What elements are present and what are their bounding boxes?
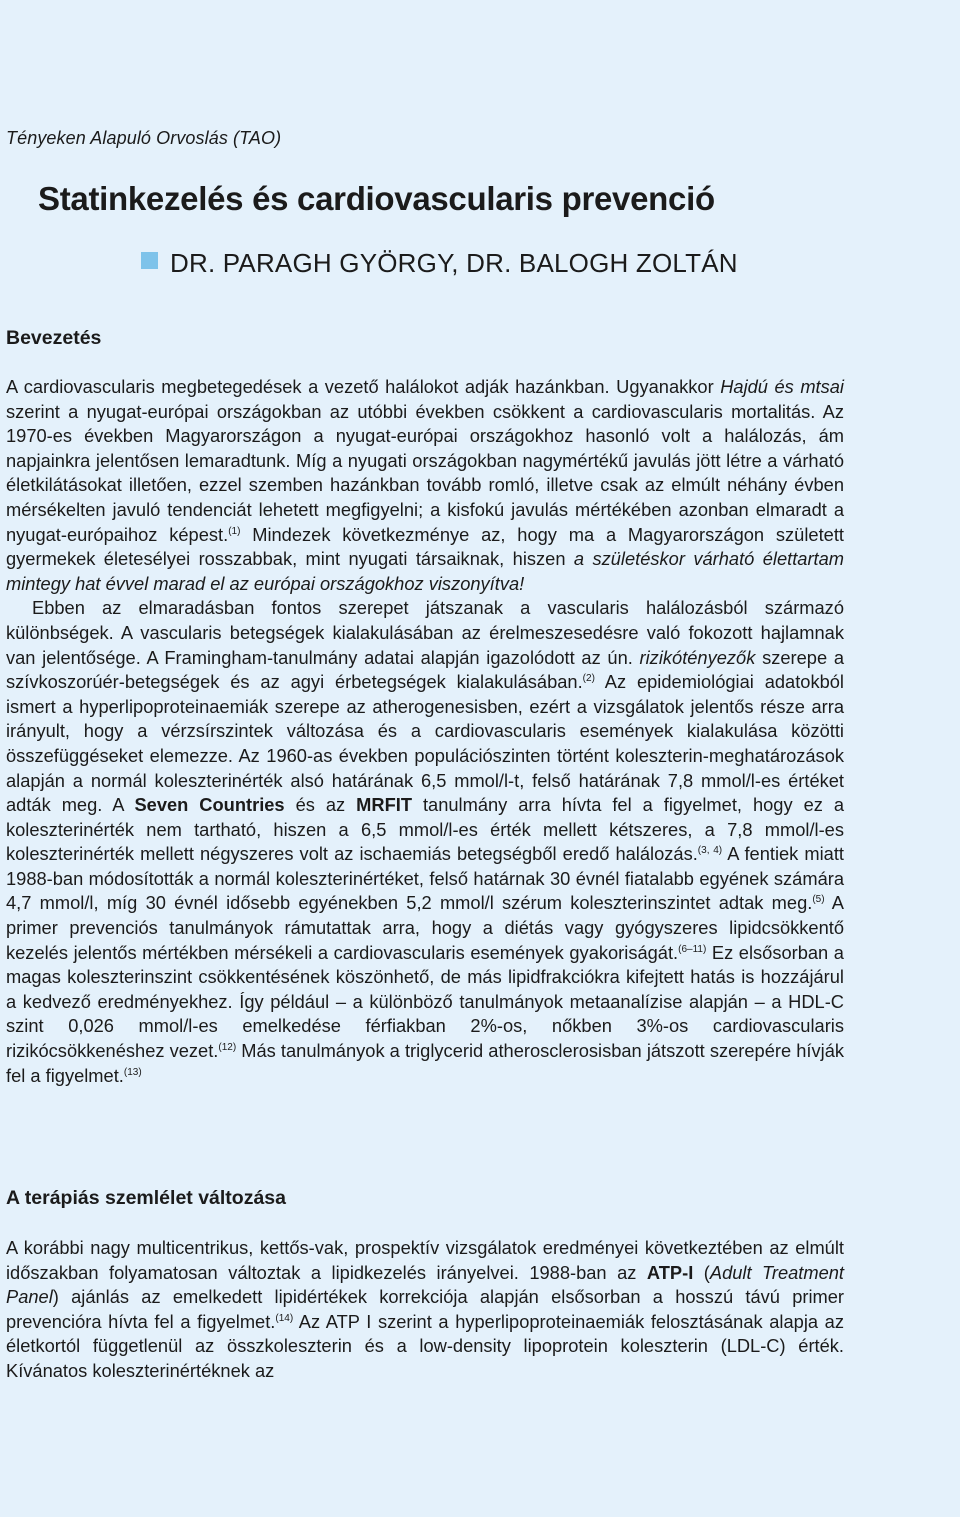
reference-marker: (2) [582, 673, 595, 685]
text-run: A cardiovascularis megbetegedések a vezető halálokot adják hazánkban. Ugyanakkor [6, 376, 721, 397]
paragraph [6, 596, 844, 1088]
section-heading-intro: Bevezetés [6, 327, 102, 349]
text-run: és az [284, 794, 357, 816]
reference-marker: (3, 4) [697, 845, 723, 857]
text-run: szerint a nyugat-európai országokban az utóbbi években csökkent a cardiovascularis mortalitás. Az 1970-es években Magyarországon a nyugat-európai országokhoz hasonló volt a halálozás, ám napjainkra jelentősen lemaradtunk. Míg a nyugati országokban nagymértékű javulás jött létre a várható életkilátásokat illetően, ezzel szemben hazánkban tovább romló, illetve csak az elmúlt néhány évben mérsékelten javuló tendenciát lehetett megfigyelni; a kisfokú javulás mértékében azonban elmaradt a nyugat-európaihoz képest. [6, 400, 844, 545]
text-run: Ez elsősorban a magas koleszterinszint csökkentésének köszönhető, de más lipidfrakciókra kifejtett hatás is hozzájárul a kedvező eredményekhez. Így például – a különböző tanulmányok metaanalízise alapján – a HDL-C szint 0,026 mmol/l-es emelkedése férfiakban 2%-os, nőkben 3%-os cardiovascularis rizikócsökkenéshez vezet. [6, 941, 844, 1062]
paragraph [6, 375, 844, 596]
reference-marker: (14) [275, 1312, 294, 1324]
text-run: tanulmány arra hívta fel a figyelmet, hogy ez a koleszterinérték nem tartható, hiszen a 6,5 mmol/l-es érték mellett kétszeres, a 7,8 mmol/l-es koleszterinérték mellett négyszeres volt az ischaemiás betegségből eredő halálozás. [6, 794, 845, 865]
article-title: Statinkezelés és cardiovascularis prevenció [38, 180, 715, 217]
emphasis-text: a születéskor várható élettartam mintegy hat évvel marad el az európai országokhoz viszonyítva! [6, 548, 845, 594]
reference-marker: (12) [218, 1042, 237, 1054]
paragraph [6, 1236, 844, 1384]
text-run: Az ATP I szerint a hyperlipoproteinaemiák felosztásának alapja az életkortól függetlenül az összkoleszterin és a low-density lipoprotein koleszterin (LDL-C) érték. Kívánatos koleszterinértéknek az [6, 1310, 844, 1381]
square-bullet-icon [141, 252, 158, 269]
reference-marker: (1) [228, 525, 241, 537]
text-run: A primer prevenciós tanulmányok rámutattak arra, hogy a diétás vagy gyógyszeres lipidcsökkentő kezelés jelentős mértékben mérsékeli a cardiovascularis események gyakoriságát. [6, 892, 845, 963]
reference-marker: (6–11) [678, 943, 707, 955]
text-run: ( [693, 1261, 710, 1283]
reference-marker: (13) [123, 1066, 142, 1078]
series-label: Tényeken Alapuló Orvoslás (TAO) [6, 128, 282, 148]
text-run: Ebben az elmaradásban fontos szerepet játszanak a vascularis halálozásból származó különbségek. A vascularis betegségek kialakulásában az érelmeszesedésre való fokozott hajlamnak van jelentősége. A Framingham-tanulmány adatai alapján igazolódott az ún. [6, 597, 844, 668]
text-run: Mindezek következménye az, hogy ma a Magyarországon született gyermekek életesélyei rosszabbak, mint nyugati társaiknak, hiszen [6, 523, 844, 570]
text-run: Más tanulmányok a triglycerid atherosclerosisban játszott szerepére hívják fel a figyelmet. [6, 1040, 845, 1086]
text-run: A korábbi nagy multicentrikus, kettős-vak, prospektív vizsgálatok eredményei következtében az elmúlt időszakban folyamatosan változtak a lipidkezelés irányelvei. 1988-ban az [6, 1237, 844, 1283]
section-body-intro [6, 375, 844, 1088]
section-heading-therapy: A terápiás szemlélet változása [6, 1187, 286, 1209]
emphasis-text: Hajdú és mtsai [720, 376, 844, 397]
section-body-therapy [6, 1236, 844, 1384]
reference-marker: (5) [812, 894, 825, 906]
guideline-name: ATP-I [646, 1261, 694, 1283]
study-name: MRFIT [356, 794, 412, 816]
text-run: Az epidemiológiai adatokból ismert a hyperlipoproteinaemiák szerepe az atherogenesisben, ezért a vizsgálatok jelentős része arra irányult, hogy a vérzsírszintek változása és a cardiovascularis események kialakulása közötti összefüggéseket elemezze. Az 1960-as években populációszinten történt koleszterin-meghatározások alapján a normál koleszterinérték alsó határának 6,5 mmol/l-t, felső határának 7,8 mmol/l-es értéket adták meg. A [6, 671, 844, 816]
authors: DR. PARAGH GYÖRGY, DR. BALOGH ZOLTÁN [170, 248, 738, 278]
text-run: A fentiek miatt 1988-ban módosították a normál koleszterinértéket, felső határnak 30 évnél fiatalabb egyének számára 4,7 mmol/l, míg 30 évnél idősebb egyénekben 5,2 mmol/l szérum koleszterinszintet adtak meg. [6, 843, 844, 914]
study-name: Seven Countries [134, 794, 285, 816]
author-line [141, 248, 738, 279]
text-run: ) ajánlás az emelkedett lipidértékek korrekciója alapján elsősorban a hosszú távú primer prevencióra hívta fel a figyelmet. [6, 1286, 844, 1332]
text-run: szerepe a szívkoszorúér-betegségek és az agyi érbetegségek kialakulásában. [6, 646, 844, 693]
emphasis-text: rizikótényezők [639, 646, 756, 668]
emphasis-text: Adult Treatment Panel [6, 1261, 844, 1308]
